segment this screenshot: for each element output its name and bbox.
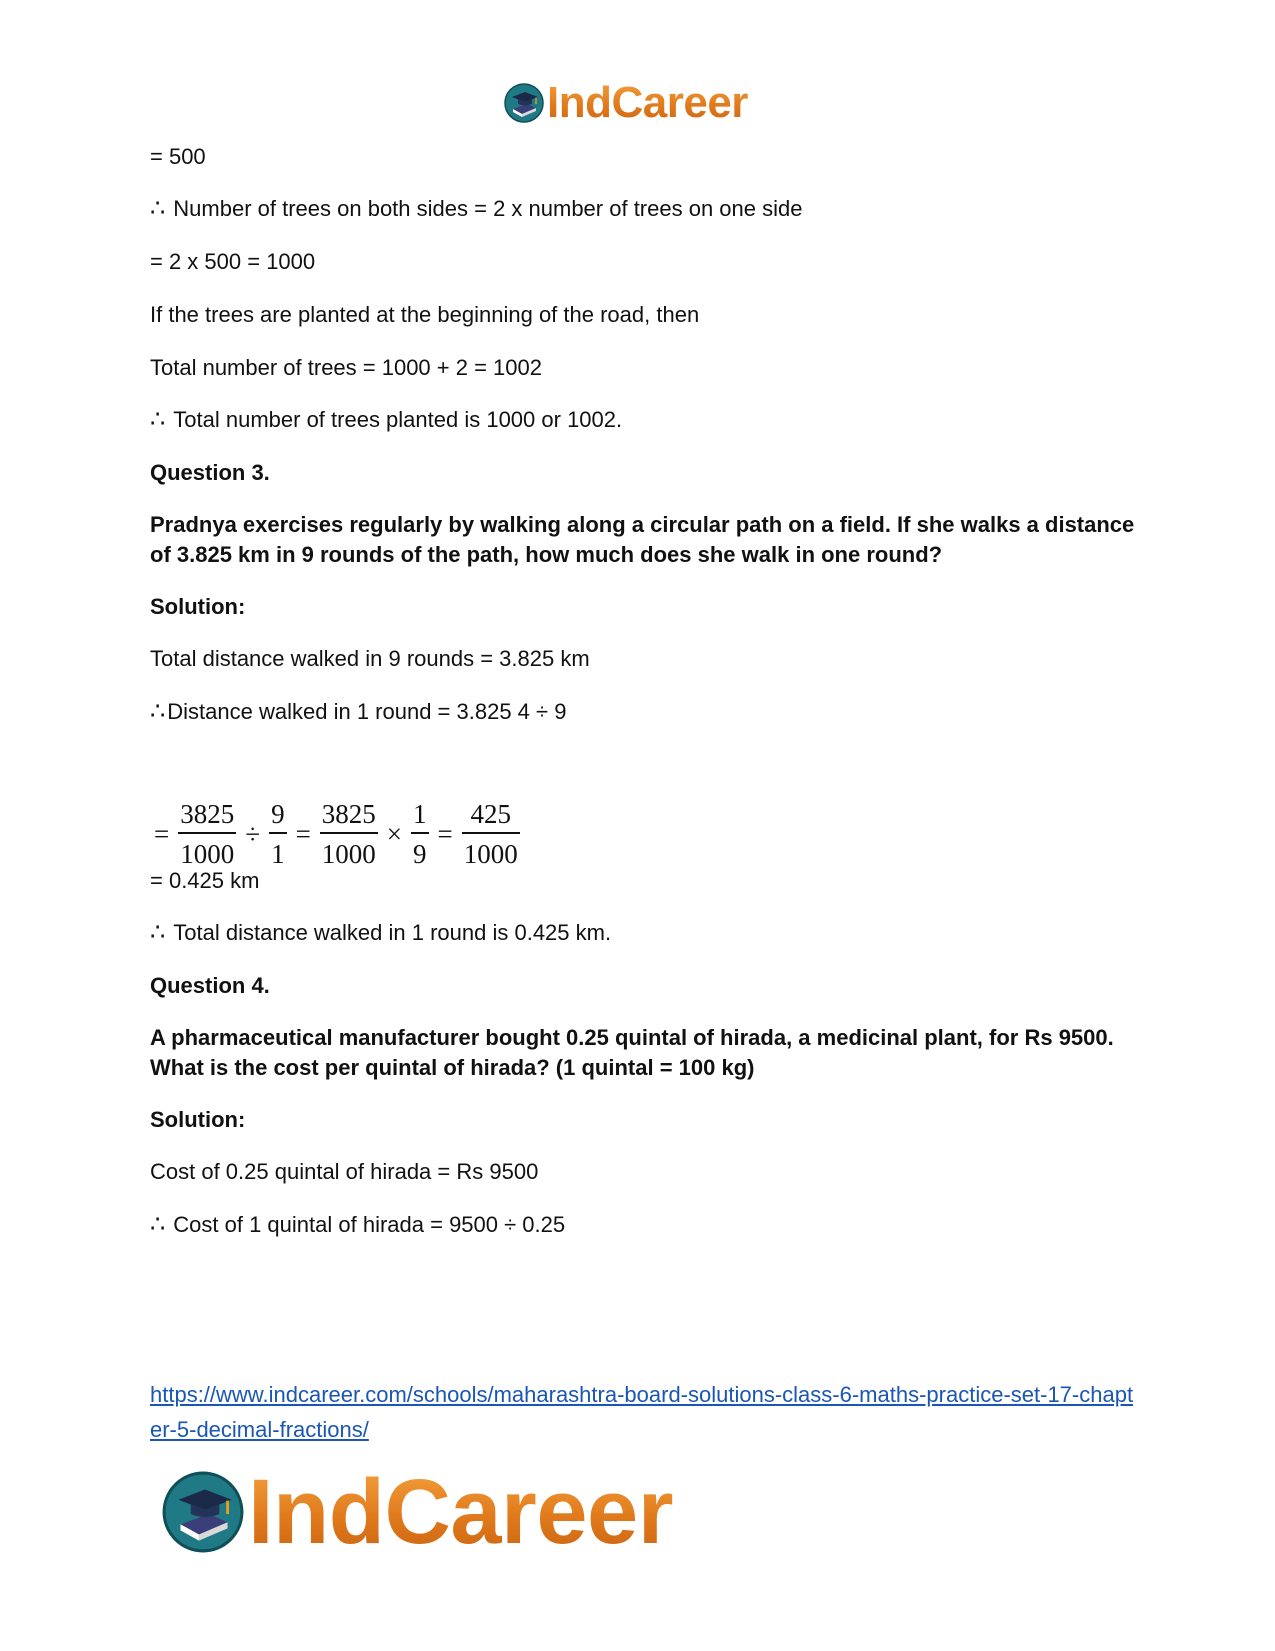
fraction — [462, 798, 520, 870]
text-line: Total distance walked in 9 rounds = 3.825 km — [150, 646, 590, 671]
question-heading: Question 3. — [150, 460, 270, 485]
denominator: 1000 — [180, 838, 235, 869]
numerator: 9 — [271, 799, 285, 829]
logo-wordmark: IndCareer — [547, 78, 748, 127]
text-line: If the trees are planted at the beginning of the road, then — [150, 302, 700, 327]
source-link[interactable]: https://www.indcareer.com/schools/maharashtra-board-solutions-class-6-maths-practice-set-17-chapter-5-decimal-fractions/ — [150, 1382, 1134, 1442]
denominator: 9 — [413, 838, 427, 869]
solution-heading: Solution: — [150, 594, 246, 619]
numerator: 3825 — [321, 799, 376, 829]
text-line: Cost of 0.25 quintal of hirada = Rs 9500 — [150, 1159, 539, 1184]
fraction — [269, 798, 287, 870]
fraction — [320, 798, 378, 870]
denominator: 1 — [271, 838, 285, 869]
question-text: Pradnya exercises regularly by walking along a circular path on a field. If she walks a distance of 3.825 km in 9 rounds of the path, how much does she walk in one round? — [150, 512, 1135, 567]
denominator: 1000 — [321, 838, 376, 869]
equals-sign: = — [295, 818, 311, 849]
multiply-sign: × — [386, 818, 403, 849]
therefore-symbol: ∴ — [150, 195, 166, 222]
equals-sign: = — [154, 818, 170, 849]
text-line: Total number of trees = 1000 + 2 = 1002 — [150, 355, 542, 380]
graduation-book-icon — [160, 1469, 246, 1555]
text-line: = 0.425 km — [150, 868, 260, 893]
text-line: ∴ Number of trees on both sides = 2 x number of trees on one side — [150, 195, 803, 222]
therefore-symbol: ∴ — [150, 406, 166, 433]
text-line: ∴ Cost of 1 quintal of hirada = 9500 ÷ 0.25 — [150, 1211, 566, 1238]
equals-sign: = — [437, 818, 453, 849]
text-line: ∴Distance walked in 1 round = 3.825 4 ÷ 9 — [150, 698, 567, 725]
question-heading: Question 4. — [150, 973, 270, 998]
therefore-symbol: ∴ — [150, 919, 166, 946]
text-line: = 500 — [150, 144, 206, 169]
indcareer-logo-bottom — [160, 1462, 673, 1562]
numerator: 3825 — [180, 799, 235, 829]
text-line: ∴ Total distance walked in 1 round is 0.425 km. — [150, 919, 612, 946]
question-text: A pharmaceutical manufacturer bought 0.25 quintal of hirada, a medicinal plant, for Rs 9500. What is the cost per quintal of hirada? (1 quintal = 100 kg) — [150, 1025, 1114, 1080]
graduation-book-icon — [503, 82, 545, 124]
therefore-symbol: ∴ — [150, 698, 166, 725]
divide-sign: ÷ — [245, 818, 261, 849]
text-line: = 2 x 500 = 1000 — [150, 249, 316, 274]
numerator: 1 — [413, 799, 427, 829]
fraction-equation — [150, 798, 525, 870]
numerator: 425 — [470, 799, 512, 829]
fraction — [178, 798, 236, 870]
fraction — [411, 798, 429, 870]
logo-wordmark: IndCareer — [248, 1461, 673, 1563]
solution-heading: Solution: — [150, 1107, 246, 1132]
text-line: ∴ Total number of trees planted is 1000 or 1002. — [150, 406, 623, 433]
denominator: 1000 — [463, 838, 518, 869]
indcareer-logo-top — [503, 78, 748, 128]
therefore-symbol: ∴ — [150, 1211, 166, 1238]
